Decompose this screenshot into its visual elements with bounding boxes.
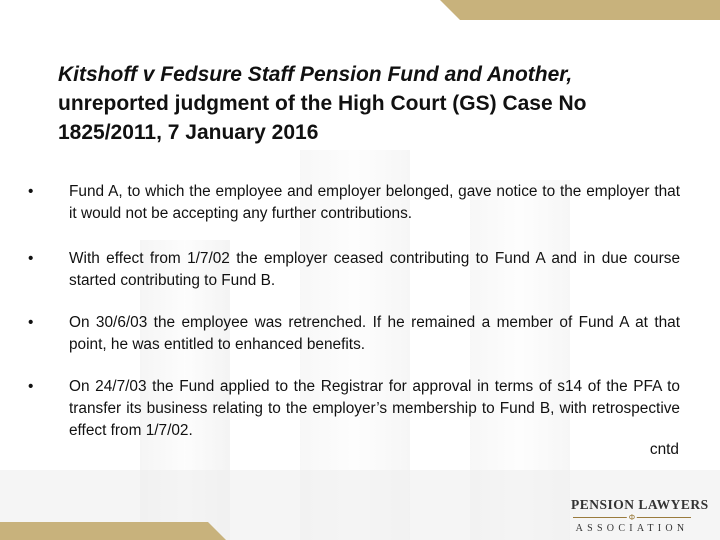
- pension-lawyers-association-logo: [571, 497, 709, 536]
- slide-title: [58, 60, 658, 147]
- bullet-item: [28, 312, 680, 356]
- logo-divider: [573, 514, 691, 522]
- logo-emblem-icon: Φ: [628, 513, 636, 522]
- bullet-item: [28, 376, 680, 442]
- continued-label: cntd: [649, 441, 679, 458]
- title-case-details: unreported judgment of the High Court (GS) Case No 1825/2011, 7 January 2016: [58, 92, 587, 144]
- corner-accent-top-right: [440, 0, 720, 20]
- bullet-text: With effect from 1/7/02 the employer ceased contributing to Fund A and in due course started contributing to Fund B.: [69, 250, 680, 289]
- bullet-item: [28, 248, 680, 292]
- logo-line-2: ASSOCIATION: [575, 523, 689, 534]
- bullet-list: [28, 181, 680, 442]
- bullet-text: On 24/7/03 the Fund applied to the Registrar for approval in terms of s14 of the PFA to transfer its business relating to the employer’s membership to Fund B, with retrospective effect from 1/7/02.: [69, 378, 680, 439]
- title-case-name: Kitshoff v Fedsure Staff Pension Fund and Another,: [58, 63, 573, 86]
- bullet-icon: •: [28, 250, 34, 267]
- bullet-icon: •: [28, 183, 34, 200]
- corner-accent-bottom-left: [0, 522, 226, 540]
- bullet-icon: •: [28, 314, 34, 331]
- bullet-item: [28, 181, 680, 225]
- logo-line-1: PENSION LAWYERS: [571, 497, 709, 512]
- bullet-text: On 30/6/03 the employee was retrenched. If he remained a member of Fund A at that point, he was entitled to enhanced benefits.: [69, 314, 680, 353]
- bullet-icon: •: [28, 378, 34, 395]
- bullet-text: Fund A, to which the employee and employer belonged, gave notice to the employer that it would not be accepting any further contributions.: [69, 183, 680, 222]
